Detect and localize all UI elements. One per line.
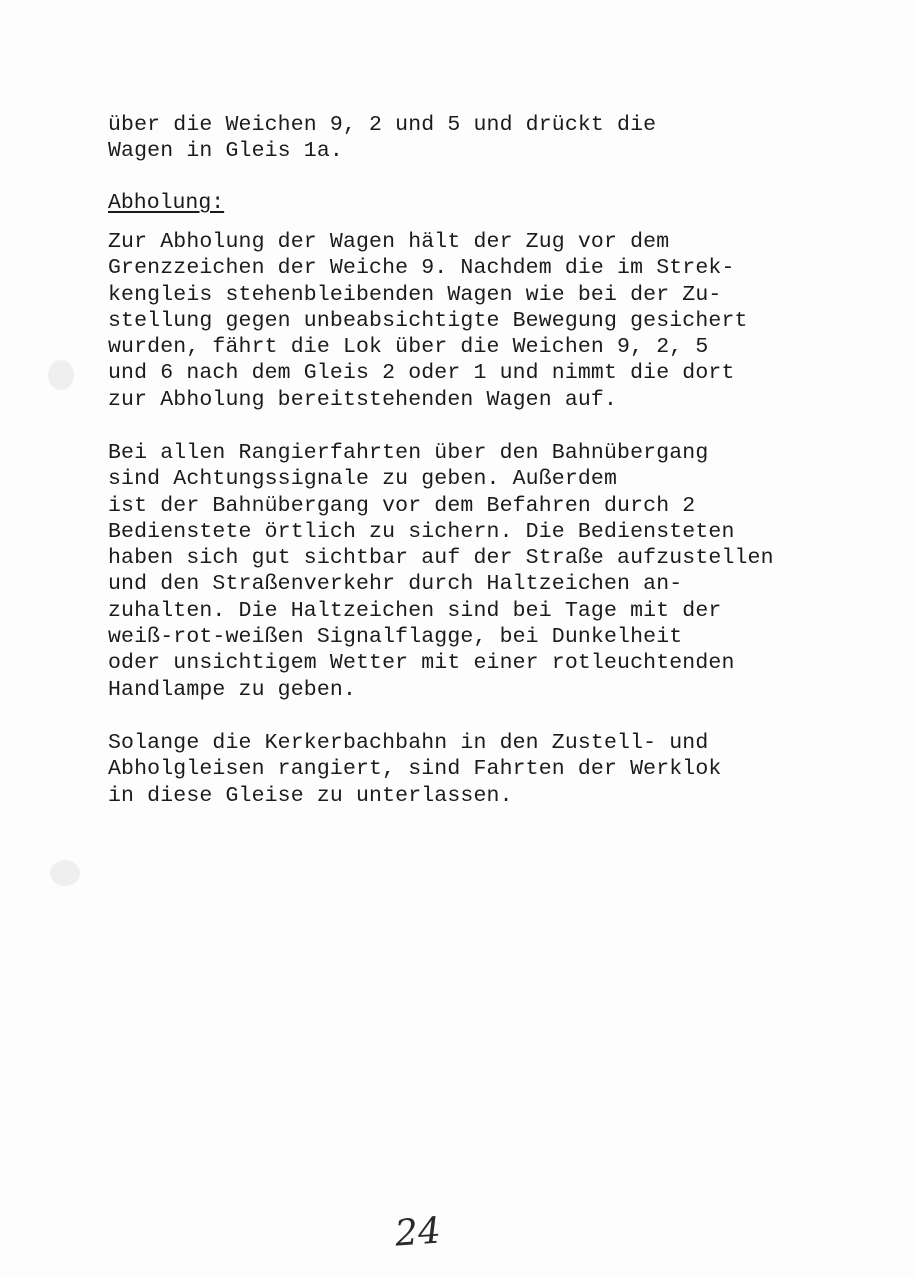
paragraph-abholung: Zur Abholung der Wagen hält der Zug vor dem Grenzzeichen der Weiche 9. Nachdem die im Strek- kengleis stehenbleibenden Wagen wie bei der Zu- stellung gegen unbeabsichtigte Bewegung gesichert wurden, fährt die Lok über die Weichen 9, 2, 5 und 6 nach dem Gleis 2 oder 1 und nimmt die dort zur Abholung bereitstehenden Wagen auf. <box>108 230 748 412</box>
handwritten-page-number: 24 <box>393 1210 443 1255</box>
scan-smudge <box>50 860 80 886</box>
paragraph-solange: Solange die Kerkerbachbahn in den Zustell- und Abholgleisen rangiert, sind Fahrten der Werklok in diese Gleise zu unterlassen. <box>108 731 722 808</box>
paragraph-intro: über die Weichen 9, 2 und 5 und drückt die Wagen in Gleis 1a. <box>108 113 657 164</box>
scan-smudge <box>48 360 74 390</box>
paragraph-rangierfahrten: Bei allen Rangierfahrten über den Bahnübergang sind Achtungssignale zu geben. Außerdem ist der Bahnübergang vor dem Befahren durch 2 Bedienstete örtlich zu sichern. Die Bediensteten haben sich gut sichtbar auf der Straße aufzustellen und den Straßenverkehr durch Haltzeichen an- zuhalten. Die Haltzeichen sind bei Tage mit der weiß-rot-weißen Signalflagge, bei Dunkelheit oder unsichtigem Wetter mit einer rotleuchtenden Handlampe zu geben. <box>108 441 774 702</box>
section-heading-abholung: Abholung: <box>108 191 225 215</box>
